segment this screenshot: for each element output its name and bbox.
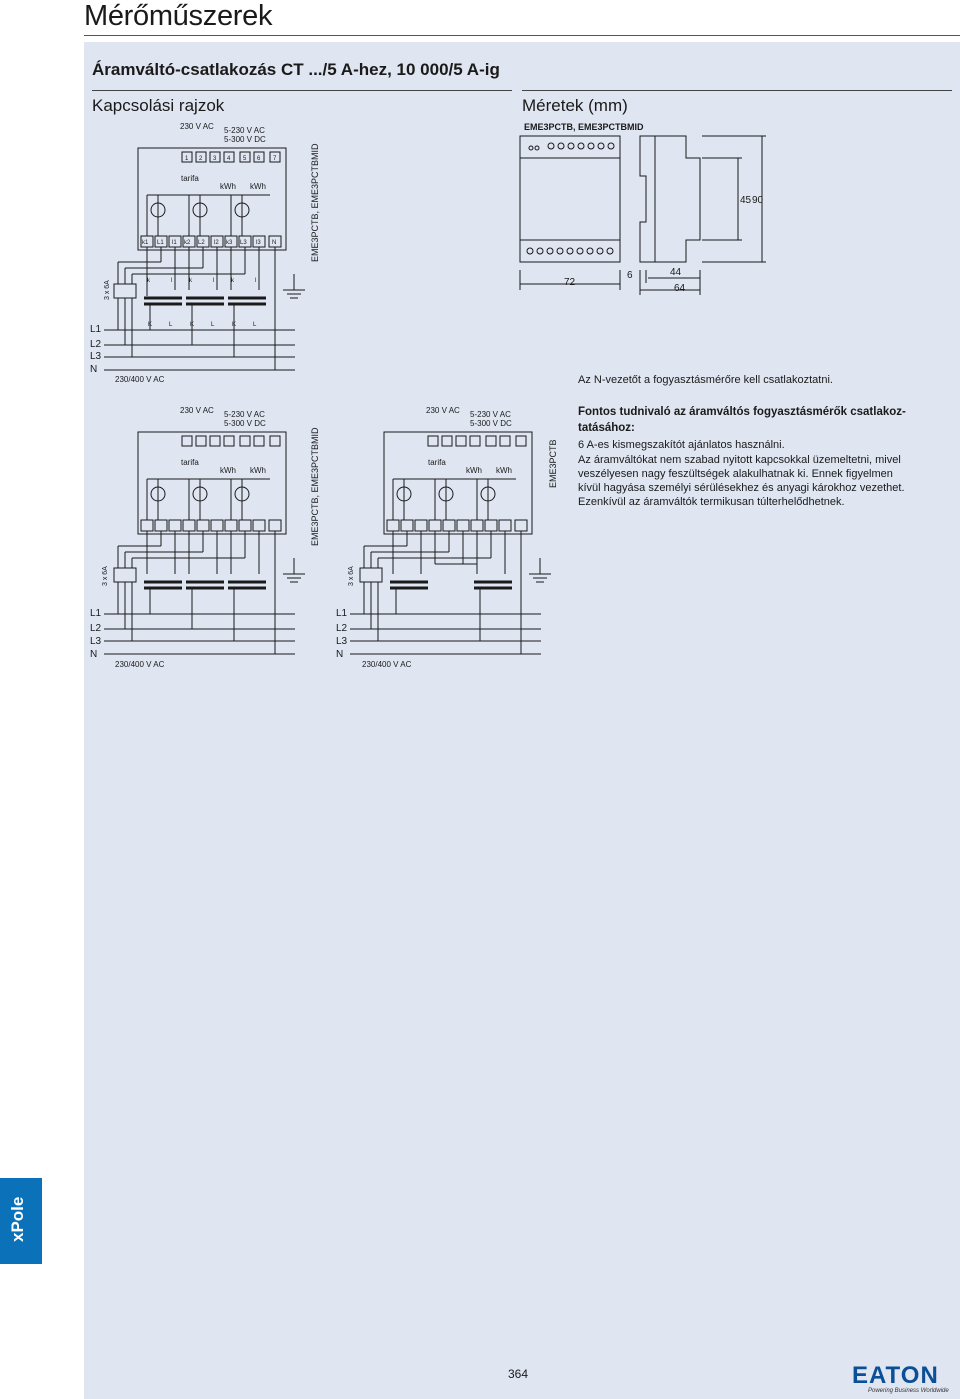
svg-text:l3: l3 — [256, 240, 261, 246]
dim-90: 90 — [752, 195, 764, 206]
svg-text:K: K — [190, 322, 195, 328]
svg-text:k: k — [147, 278, 150, 284]
svg-text:l: l — [213, 278, 215, 284]
svg-text:k: k — [189, 278, 192, 284]
diagram2-tarifa: tarifa — [181, 458, 199, 467]
neutral-note: Az N-vezetőt a fogyasztásmérőre kell csatlakoztatni. — [578, 374, 833, 386]
diagram3-kwh-2: kWh — [496, 466, 512, 475]
svg-text:L3: L3 — [240, 240, 247, 246]
diagram1-phase-l2: L2 — [90, 339, 102, 350]
svg-text:k: k — [231, 278, 234, 284]
svg-text:k1: k1 — [142, 240, 149, 246]
eaton-logo: EATON — [852, 1362, 939, 1389]
dim-64: 64 — [674, 283, 686, 294]
svg-text:k2: k2 — [184, 240, 191, 246]
diagram3-phase-l1: L1 — [336, 608, 348, 619]
diagram1-fuse: 3 x 6A — [104, 280, 111, 300]
important-line-4: kívül hagyása személyi sérülésekhez és anyagi károkhoz vezethet. — [578, 482, 905, 494]
diagram3-phase-l3: L3 — [336, 636, 348, 647]
xpole-tab-label: xPole — [8, 1196, 27, 1242]
svg-text:N: N — [272, 240, 277, 246]
svg-text:L: L — [253, 322, 257, 328]
svg-text:K: K — [148, 322, 153, 328]
diagram2-model: EME3PCTB, EME3PCTBMID — [310, 427, 320, 546]
diagram1-230v: 230 V AC — [180, 122, 214, 131]
diagram3-phase-l2: L2 — [336, 623, 348, 634]
important-line-1: 6 A-es kismegszakítót ajánlatos használni. — [578, 439, 785, 451]
svg-text:K: K — [232, 322, 237, 328]
svg-text:3: 3 — [213, 156, 217, 162]
diagram3-5-230v: 5-230 V AC — [470, 410, 511, 419]
svg-text:6: 6 — [257, 156, 261, 162]
diagram2-supply: 230/400 V AC — [115, 660, 165, 669]
diagram2-phase-n: N — [90, 649, 98, 660]
svg-text:L2: L2 — [198, 240, 205, 246]
important-line-5: Ezenkívül az áramváltók termikusan túlterhelődhetnek. — [578, 496, 845, 508]
diagram3-fuse: 3 x 6A — [348, 566, 355, 586]
svg-text:L1: L1 — [157, 240, 164, 246]
svg-text:l1: l1 — [172, 240, 177, 246]
diagram2-5-300v: 5-300 V DC — [224, 419, 266, 428]
dim-6: 6 — [627, 270, 633, 281]
diagram2-phase-l3: L3 — [90, 636, 102, 647]
dimensions-model: EME3PCTB, EME3PCTBMID — [524, 122, 644, 132]
diagram2-kwh-1: kWh — [220, 466, 236, 475]
diagram3-5-300v: 5-300 V DC — [470, 419, 512, 428]
diagram1-phase-l3: L3 — [90, 351, 102, 362]
diagram3-kwh-1: kWh — [466, 466, 482, 475]
diagram2-230v: 230 V AC — [180, 406, 214, 415]
dim-44: 44 — [670, 267, 682, 278]
important-line-3: veszélyesen nagy feszültségek alakulhatnak ki. Ennek figyelmen — [578, 468, 893, 480]
diagram2-phase-l1: L1 — [90, 608, 102, 619]
svg-text:l2: l2 — [214, 240, 219, 246]
diagram3-230v: 230 V AC — [426, 406, 460, 415]
diagram1-tarifa: tarifa — [181, 174, 199, 183]
svg-text:L: L — [211, 322, 215, 328]
important-heading: Fontos tudnivaló az áramváltós fogyasztásmérők csatlakoz-tatásához: — [578, 406, 906, 434]
wiring-heading: Kapcsolási rajzok — [92, 96, 225, 115]
diagram3-model: EME3PCTB — [548, 439, 558, 488]
page-number: 364 — [508, 1367, 529, 1381]
svg-text:L: L — [169, 322, 173, 328]
diagram1-kwh-1: kWh — [220, 182, 236, 191]
diagram1-5-230v: 5-230 V AC — [224, 126, 265, 135]
svg-text:2: 2 — [199, 156, 203, 162]
page-title: Mérőműszerek — [84, 0, 273, 32]
eaton-tagline: Powering Business Worldwide — [868, 1388, 949, 1394]
diagram3-phase-n: N — [336, 649, 344, 660]
diagram1-model: EME3PCTB, EME3PCTBMID — [310, 143, 320, 262]
section-subtitle: Áramváltó-csatlakozás CT .../5 A-hez, 10 000/5 A-ig — [92, 60, 500, 79]
diagram3-supply: 230/400 V AC — [362, 660, 412, 669]
dim-45: 45 — [740, 195, 752, 206]
svg-text:4: 4 — [227, 156, 231, 162]
svg-text:5: 5 — [243, 156, 247, 162]
svg-text:l: l — [171, 278, 173, 284]
diagram2-fuse: 3 x 6A — [102, 566, 109, 586]
svg-text:k3: k3 — [226, 240, 233, 246]
svg-text:l: l — [255, 278, 257, 284]
diagram2-kwh-2: kWh — [250, 466, 266, 475]
diagram2-phase-l2: L2 — [90, 623, 102, 634]
diagram1-kwh-2: kWh — [250, 182, 266, 191]
svg-text:7: 7 — [273, 156, 277, 162]
dim-72: 72 — [564, 277, 576, 288]
diagram1-5-300v: 5-300 V DC — [224, 135, 266, 144]
diagram1-supply: 230/400 V AC — [115, 375, 165, 384]
d1-term-1: 1 — [185, 156, 189, 162]
diagram1-phase-l1: L1 — [90, 324, 102, 335]
important-line-2: Az áramváltókat nem szabad nyitott kapcsokkal üzemeltetni, mivel — [578, 454, 901, 466]
diagram1-phase-n: N — [90, 364, 98, 375]
dimensions-heading: Méretek (mm) — [522, 96, 628, 115]
diagram3-tarifa: tarifa — [428, 458, 446, 467]
diagram2-5-230v: 5-230 V AC — [224, 410, 265, 419]
